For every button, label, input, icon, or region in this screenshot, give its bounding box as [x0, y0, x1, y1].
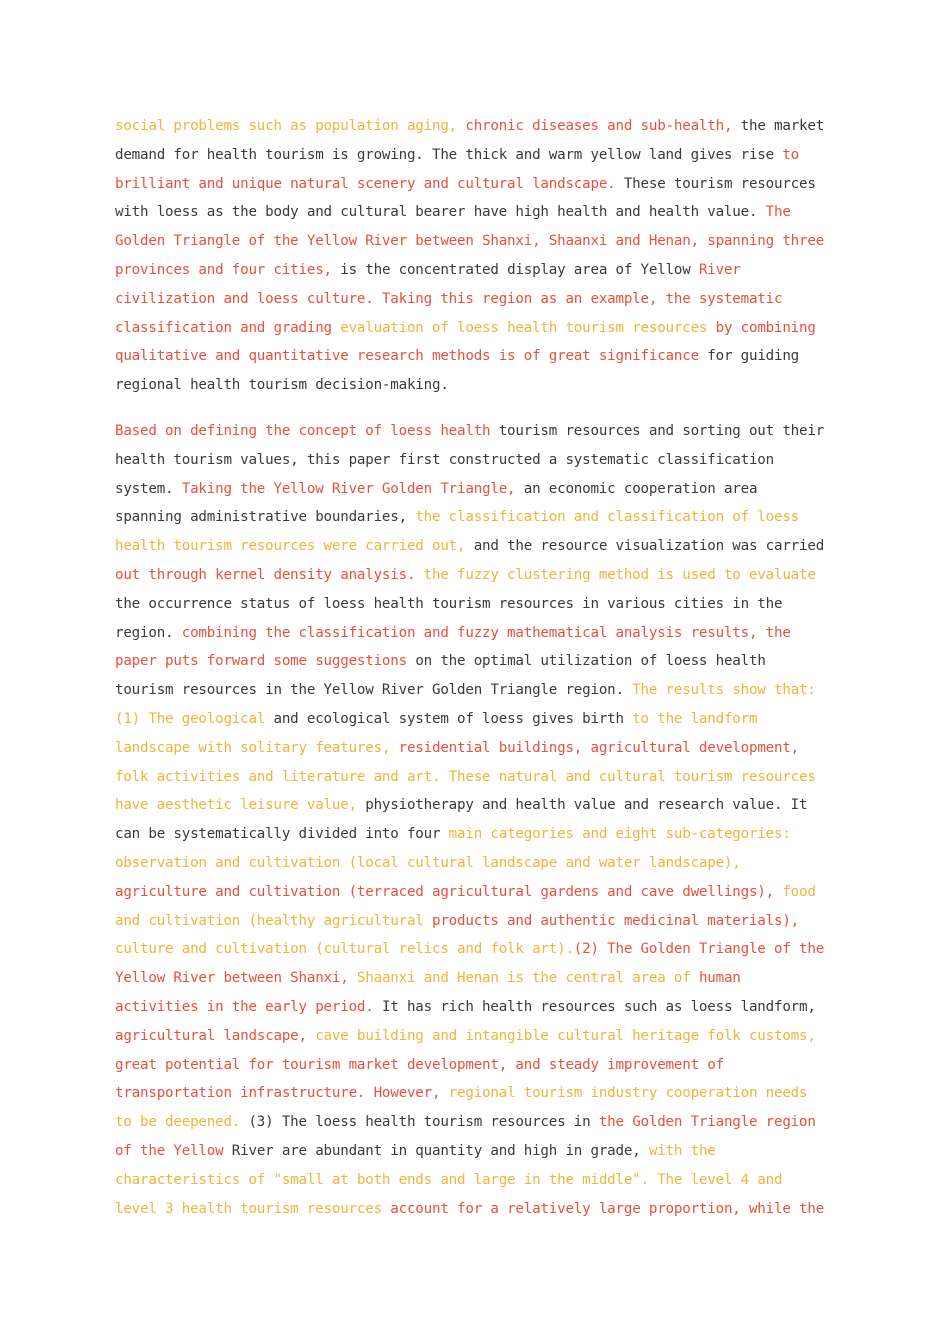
text-line — [115, 734, 875, 763]
text-line — [115, 1137, 875, 1166]
text-segment: qualitative and quantitative research methods is of great significance — [115, 348, 708, 365]
text-segment: observation and cultivation (local cultural landscape and water landscape), — [115, 854, 741, 871]
text-segment: combining the classification and fuzzy mathematical analysis results, the — [181, 624, 791, 641]
text-segment: It has rich health resources such as loess landform, — [381, 998, 816, 1015]
text-line — [115, 141, 875, 170]
text-line — [115, 1108, 875, 1137]
text-line — [115, 170, 875, 199]
text-line — [115, 1079, 875, 1108]
text-line — [115, 371, 875, 400]
text-segment: culture and cultivation (cultural relics and folk art). — [115, 941, 574, 958]
text-segment: the market — [740, 118, 825, 134]
text-segment: tourism resources and sorting out their — [498, 423, 825, 439]
text-segment: (2) The Golden Triangle of the — [573, 941, 825, 958]
text-line — [115, 198, 875, 227]
text-line — [115, 878, 875, 907]
text-segment: to — [782, 146, 800, 163]
text-line — [115, 227, 875, 256]
text-line — [115, 503, 875, 532]
text-segment: the fuzzy clustering method is used to evaluate — [423, 566, 816, 583]
text-segment: can be systematically divided into four — [115, 826, 449, 843]
text-segment: and cultivation (healthy agricultural — [115, 912, 432, 929]
text-segment: residential buildings, agricultural development, — [398, 739, 800, 756]
text-line — [115, 417, 875, 446]
text-segment: human — [698, 970, 741, 987]
text-segment: level 3 health tourism resources — [115, 1200, 391, 1217]
text-segment: tourism resources in the Yellow River Golden Triangle region. — [115, 682, 633, 699]
text-segment: region. — [115, 624, 182, 641]
text-segment: folk activities and literature and art. These natural and cultural tourism resources — [115, 768, 816, 785]
text-line — [115, 446, 875, 475]
text-line — [115, 647, 875, 676]
text-line — [115, 964, 875, 993]
text-line — [115, 590, 875, 619]
text-line — [115, 256, 875, 285]
text-line — [115, 791, 875, 820]
text-segment: the occurrence status of loess health tourism resources in various cities in the — [115, 595, 783, 612]
text-segment: (3) The loess health tourism resources in — [248, 1114, 599, 1131]
text-segment: health tourism resources were carried out, — [115, 538, 474, 555]
text-segment: Based on defining the concept of loess health — [115, 423, 499, 439]
text-line — [115, 763, 875, 792]
text-segment: The results show that: — [632, 682, 816, 699]
text-segment: to the landform — [632, 710, 758, 727]
text-segment: is the concentrated display area of Yellow — [340, 261, 699, 278]
text-segment: and ecological system of loess gives birth — [273, 710, 633, 727]
text-segment: Golden Triangle of the Yellow River between Shanxi, Shaanxi and Henan, spanning three — [115, 233, 825, 250]
text-segment: food — [782, 883, 816, 900]
text-line — [115, 1195, 875, 1224]
paragraph-1 — [115, 112, 875, 400]
text-segment: an economic cooperation area — [523, 480, 758, 497]
text-segment: with loess as the body and cultural bearer have high health and health value. — [115, 204, 766, 221]
text-segment: cave building and intangible cultural heritage folk customs, — [315, 1027, 816, 1044]
text-segment: regional tourism industry cooperation needs — [448, 1085, 808, 1102]
text-segment: evaluation of loess health tourism resources — [340, 319, 716, 336]
text-segment: Yellow River between Shanxi, — [115, 970, 357, 987]
text-line — [115, 1022, 875, 1051]
text-segment: agricultural landscape, — [115, 1027, 316, 1044]
text-segment: with the — [648, 1142, 716, 1159]
text-line — [115, 314, 875, 343]
text-segment: the Golden Triangle region — [598, 1114, 816, 1131]
text-segment: have aesthetic leisure value, — [115, 797, 366, 814]
text-segment: River — [698, 261, 741, 278]
text-segment: the classification and classification of loess — [415, 509, 800, 526]
text-segment: by combining — [715, 319, 816, 336]
text-segment: to be deepened. — [115, 1114, 249, 1131]
text-line — [115, 561, 875, 590]
text-segment: Shaanxi and Henan is the central area of — [356, 970, 699, 987]
text-segment: health tourism values, this paper first constructed a systematic classification — [115, 451, 774, 468]
text-segment: activities in the early period. — [115, 998, 382, 1015]
text-line — [115, 820, 875, 849]
text-segment: physiotherapy and health value and research value. It — [365, 797, 808, 814]
text-line — [115, 849, 875, 878]
text-line — [115, 285, 875, 314]
text-segment: account for a relatively large proportion, while the — [390, 1200, 825, 1217]
text-segment: transportation infrastructure. However, — [115, 1085, 449, 1102]
text-segment: system. — [115, 480, 182, 497]
text-line — [115, 907, 875, 936]
text-segment: social problems such as population aging, — [115, 118, 466, 134]
text-segment: out through kernel density analysis. — [115, 566, 424, 583]
text-segment: great potential for tourism market development, and steady improvement of — [115, 1056, 724, 1073]
text-segment: products and authentic medicinal materials), — [431, 912, 800, 929]
text-line — [115, 935, 875, 964]
text-segment: characteristics of "small at both ends and large in the middle". The level 4 and — [115, 1171, 783, 1188]
text-segment: for guiding — [707, 348, 800, 365]
text-line — [115, 993, 875, 1022]
text-segment: of the Yellow — [115, 1142, 232, 1159]
text-segment: brilliant and unique natural scenery and cultural landscape. — [115, 175, 624, 192]
text-segment: landscape with solitary features, — [115, 739, 399, 756]
text-segment: civilization and loess culture. Taking this region as an example, the systematic — [115, 290, 783, 307]
text-segment: on the optimal utilization of loess health — [415, 653, 766, 670]
text-segment: Taking the Yellow River Golden Triangle, — [181, 480, 524, 497]
text-segment: classification and grading — [115, 319, 341, 336]
text-segment: regional health tourism decision-making. — [115, 377, 449, 394]
text-segment: chronic diseases and sub-health, — [465, 118, 741, 134]
text-line — [115, 1166, 875, 1195]
text-segment: demand for health tourism is growing. The thick and warm yellow land gives rise — [115, 146, 783, 163]
text-segment: The — [765, 204, 791, 221]
text-line — [115, 112, 875, 141]
text-segment: and the resource visualization was carried — [473, 538, 825, 555]
text-segment: paper puts forward some suggestions — [115, 653, 416, 670]
text-line — [115, 676, 875, 705]
text-line — [115, 619, 875, 648]
text-segment: River are abundant in quantity and high in grade, — [231, 1142, 649, 1159]
text-segment: (1) The geological — [115, 710, 274, 727]
text-segment: main categories and eight sub-categories: — [448, 826, 791, 843]
text-segment: spanning administrative boundaries, — [115, 509, 416, 526]
text-segment: These tourism resources — [623, 175, 816, 192]
text-line — [115, 705, 875, 734]
text-line — [115, 475, 875, 504]
text-line — [115, 532, 875, 561]
text-segment: agriculture and cultivation (terraced agricultural gardens and cave dwellings), — [115, 883, 783, 900]
text-line — [115, 1051, 875, 1080]
text-segment: provinces and four cities, — [115, 261, 341, 278]
paragraph-2 — [115, 417, 875, 1223]
text-line — [115, 342, 875, 371]
